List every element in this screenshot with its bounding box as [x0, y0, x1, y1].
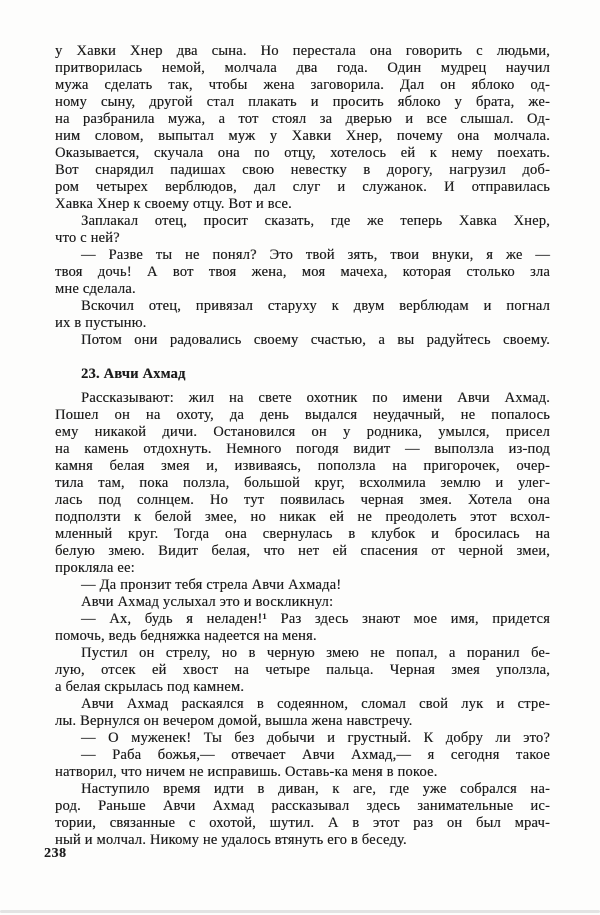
text-line: подползти к белой змее, но никак ей не преодолеть этот всхол-: [55, 509, 550, 525]
page-number: 238: [44, 846, 67, 861]
paragraph: [55, 645, 550, 696]
text-line: белую змею. Видит белая, что нет ей спасения от черной змеи,: [55, 543, 550, 559]
text-line: Вскочил отец, привязал старуху к двум верблюдам и погнал: [81, 298, 550, 314]
paragraph: [55, 730, 550, 747]
paragraph: [55, 611, 550, 645]
section-heading: 23. Авчи Ахмад: [81, 366, 186, 382]
text-line: Хавка Хнер к своему отцу. Вот и все.: [55, 196, 292, 212]
text-line: ный и молчал. Никому не удалось втянуть его в беседу.: [55, 832, 407, 848]
text-line: лы. Вернулся он вечером домой, вышла жена навстречу.: [55, 713, 413, 729]
text-line: натворил, что ничем не исправишь. Оставь-ка меня в покое.: [55, 764, 438, 780]
text-line: род. Раньше Авчи Ахмад рассказывал здесь занимательные ис-: [55, 798, 550, 814]
text-line: притворилась немой, молчала два года. Один мудрец научил: [55, 60, 550, 76]
paragraph: [55, 43, 550, 213]
text-line: Вот снарядил падишах свою невестку в дорогу, нагрузил доб-: [55, 162, 550, 178]
text-line: Оказывается, скучала она по отцу, хотелось ей к нему поехать.: [55, 145, 550, 161]
text-line: камня белая змея и, извиваясь, поползла на пригорочек, очер-: [55, 458, 550, 474]
text-line: мужа сделать так, чтобы жена заговорила. Дал он яблоко од-: [55, 77, 550, 93]
text-line: — Разве ты не понял? Это твой зять, твои внуки, я же —: [81, 247, 550, 263]
text-line: — Ах, будь я неладен!¹ Раз здесь знают мое имя, придется: [81, 611, 550, 627]
text-line: Авчи Ахмад услыхал это и воскликнул:: [81, 594, 334, 610]
text-line: Пустил он стрелу, но в черную змею не попал, а поранил бе-: [81, 645, 550, 661]
text-line: Пошел он на охоту, да день выдался неудачный, не попалось: [55, 407, 550, 423]
paragraph: [55, 781, 550, 849]
scan-edge-artifact: [0, 910, 600, 913]
paragraph: [55, 696, 550, 730]
paragraph: [55, 247, 550, 298]
text-line: — Раба божья,— отвечает Авчи Ахмад,— я сегодня такое: [81, 747, 550, 763]
text-line: прокляла ее:: [55, 560, 135, 576]
paragraph: [55, 332, 550, 349]
text-line: их в пустыню.: [55, 315, 147, 331]
text-line: что с ней?: [55, 230, 120, 246]
text-line: тила там, пока ползла, большой круг, всхолмила землю и улег-: [55, 475, 550, 491]
text-line: на разбранила мужа, а тот стоял за дверью и все слышал. Од-: [55, 111, 550, 127]
text-line: у Хавки Хнер два сына. Но перестала она говорить с людьми,: [55, 43, 550, 59]
text-line: а белая скрылась под камнем.: [55, 679, 245, 695]
paragraph: [55, 577, 550, 594]
text-line: ному сыну, другой стал плакать и просить яблоко у брата, же-: [55, 94, 550, 110]
text-line: мленный круг. Тогда она свернулась в клубок и бросилась на: [55, 526, 550, 542]
paragraph: [55, 594, 550, 611]
text-line: Заплакал отец, просит сказать, где же теперь Хавка Хнер,: [81, 213, 550, 229]
text-line: — Да пронзит тебя стрела Авчи Ахмада!: [81, 577, 342, 593]
text-line: ром четырех верблюдов, дал слуг и служанок. И отправилась: [55, 179, 550, 195]
text-line: лась под солнцем. Но тут появилась черная змея. Хотела она: [55, 492, 550, 508]
text-line: на камень отдохнуть. Немного погодя видит — выползла из-под: [55, 441, 550, 457]
text-column: [55, 43, 550, 849]
paragraph: [55, 298, 550, 332]
paragraph: [55, 390, 550, 577]
text-line: Авчи Ахмад раскаялся в содеянном, сломал свой лук и стре-: [81, 696, 550, 712]
text-line: лую, отсек ей хвост на четыре пальца. Черная змея уползла,: [55, 662, 550, 678]
text-line: твоя дочь! А вот твоя жена, моя мачеха, которая столько зла: [55, 264, 550, 280]
text-line: — О муженек! Ты без добычи и грустный. К добру ли это?: [81, 730, 550, 746]
text-line: мне сделала.: [55, 281, 136, 297]
paragraph: [55, 747, 550, 781]
text-line: ему никакой дичи. Остановился он у родника, умылся, присел: [55, 424, 550, 440]
text-line: тории, связанные с охотой, шутил. А в этот раз он был мрач-: [55, 815, 550, 831]
paragraph: [55, 213, 550, 247]
text-line: помочь, ведь бедняжка надеется на меня.: [55, 628, 317, 644]
text-line: Потом они радовались своему счастью, а вы радуйтесь своему.: [81, 332, 550, 348]
text-line: Рассказывают: жил на свете охотник по имени Авчи Ахмад.: [81, 390, 550, 406]
text-line: ним словом, выпытал муж у Хавки Хнер, почему она молчала.: [55, 128, 550, 144]
text-line: Наступило время идти в диван, к аге, где уже собрался на-: [81, 781, 550, 797]
